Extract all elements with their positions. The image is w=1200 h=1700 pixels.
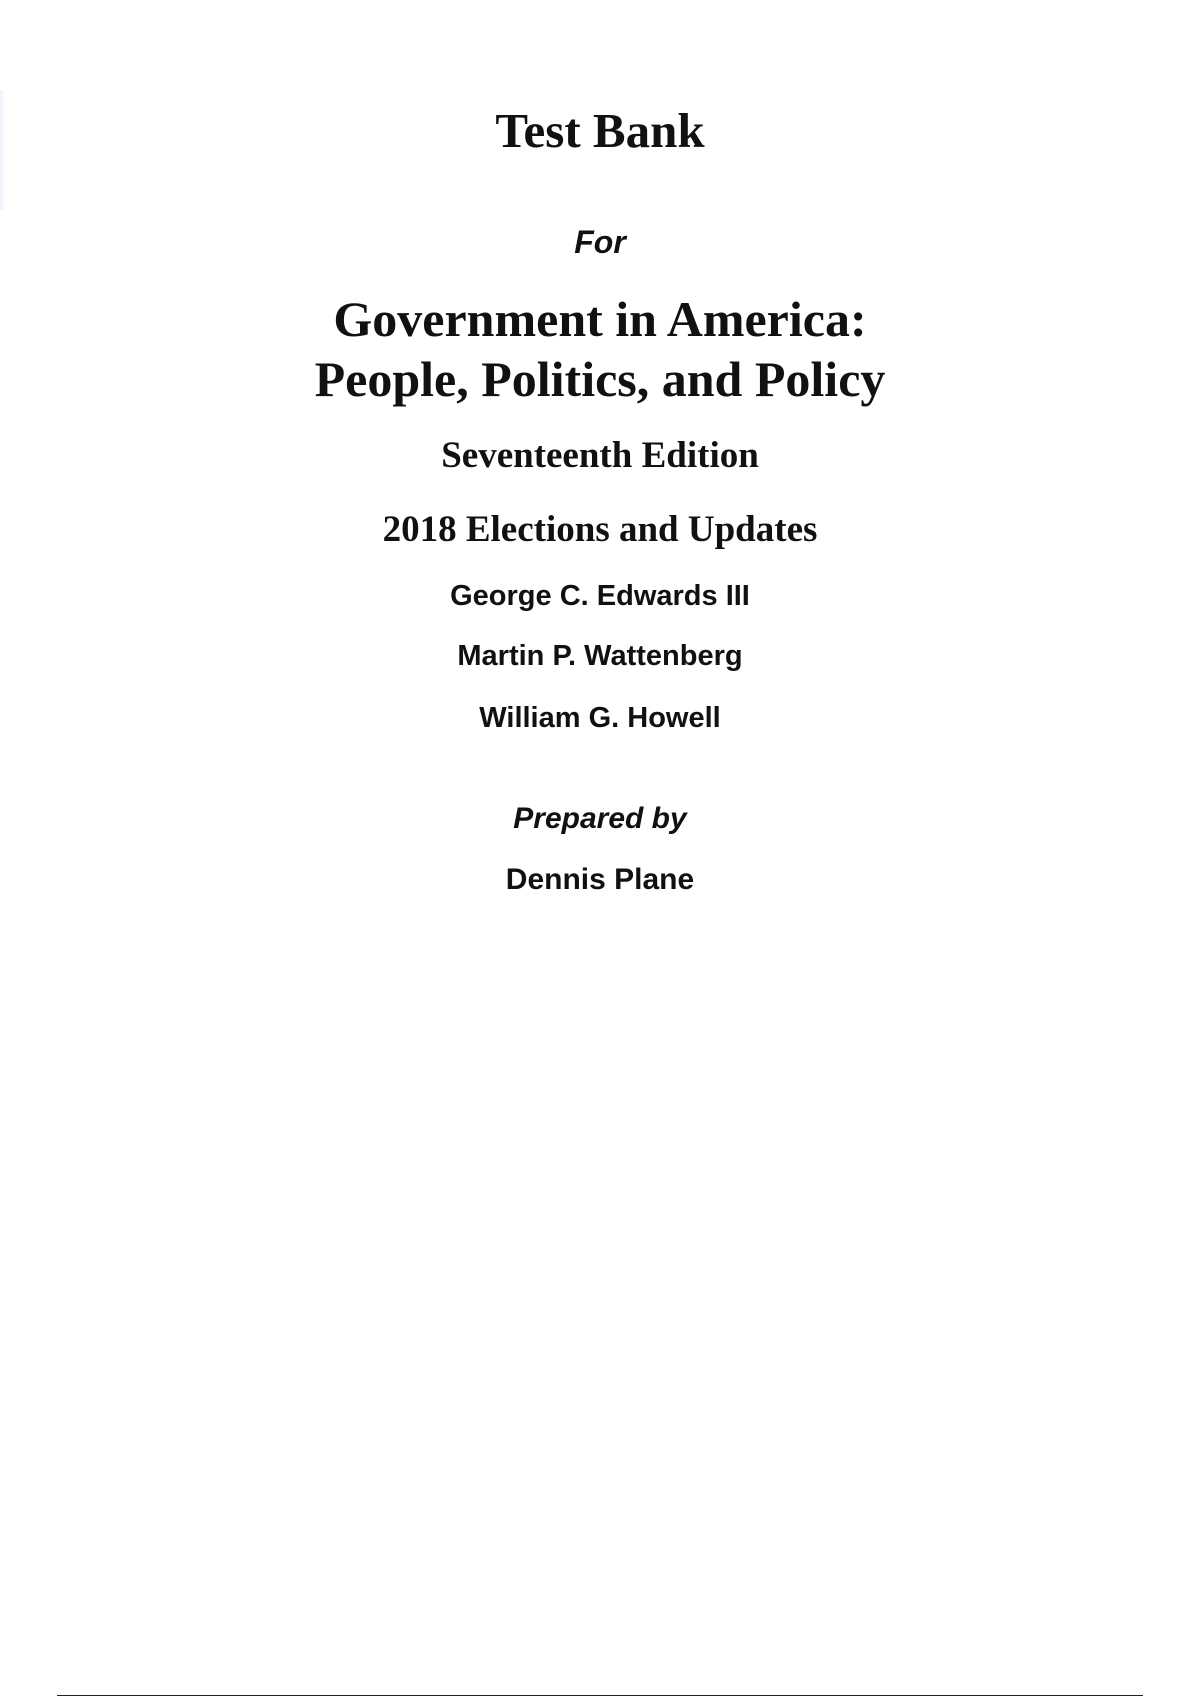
edition-line: Seventeenth Edition <box>441 435 759 476</box>
author-name: George C. Edwards III <box>450 580 750 612</box>
author-name: Martin P. Wattenberg <box>457 640 743 672</box>
author-name: William G. Howell <box>479 702 721 734</box>
preparer-name: Dennis Plane <box>505 863 695 896</box>
document-heading: Test Bank <box>495 103 705 158</box>
update-line: 2018 Elections and Updates <box>382 509 818 550</box>
book-title-line-2: People, Politics, and Policy <box>314 351 886 407</box>
book-title-line-1: Government in America: <box>333 291 867 347</box>
footer-divider <box>57 1695 1143 1696</box>
prepared-by-label: Prepared by <box>513 802 687 835</box>
for-label: For <box>574 224 626 260</box>
